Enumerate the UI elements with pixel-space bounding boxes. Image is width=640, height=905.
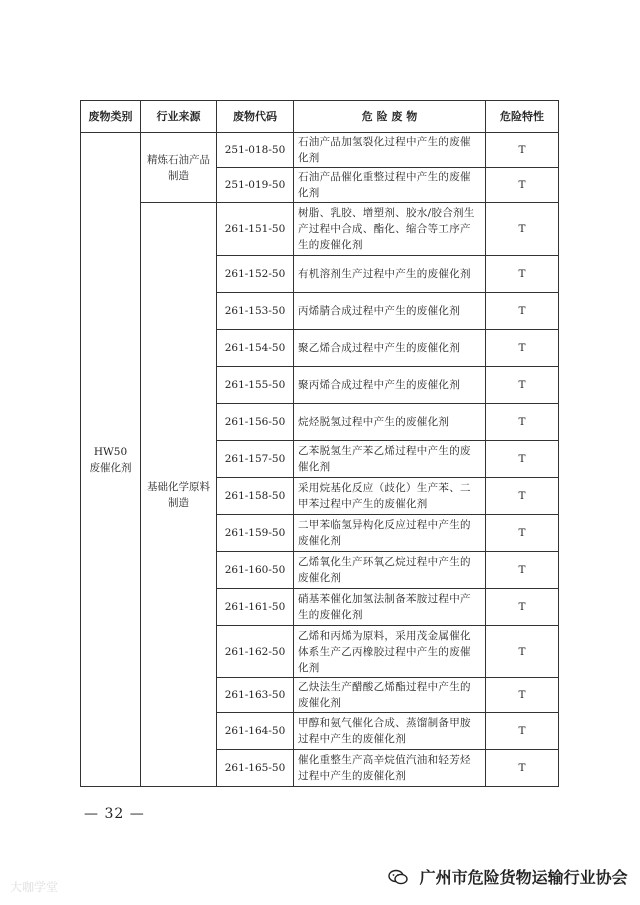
hazard-property-cell: T [486, 552, 559, 589]
waste-code-cell: 261-164-50 [217, 713, 294, 750]
waste-code-cell: 261-162-50 [217, 626, 294, 678]
waste-description-cell: 有机溶剂生产过程中产生的废催化剂 [294, 256, 486, 293]
waste-code-cell: 261-163-50 [217, 678, 294, 713]
hazard-property-cell: T [486, 404, 559, 441]
page-number: — 32 — [84, 806, 145, 822]
industry-source-cell: 精炼石油产品制造 [141, 133, 217, 203]
waste-description-cell: 乙烯和丙烯为原料，采用茂金属催化体系生产乙丙橡胶过程中产生的废催化剂 [294, 626, 486, 678]
watermark-left: 大咖学堂 [10, 880, 59, 894]
hazard-property-cell: T [486, 589, 559, 626]
watermark-right [388, 865, 628, 889]
hazard-property-cell: T [486, 256, 559, 293]
hazard-property-cell: T [486, 203, 559, 256]
waste-code-cell: 261-158-50 [217, 478, 294, 515]
waste-description-cell: 甲醇和氨气催化合成、蒸馏制备甲胺过程中产生的废催化剂 [294, 713, 486, 750]
industry-source-cell: 基础化学原料制造 [141, 203, 217, 787]
waste-description-cell: 石油产品催化重整过程中产生的废催化剂 [294, 168, 486, 203]
waste-code-cell: 261-161-50 [217, 589, 294, 626]
waste-description-cell: 树脂、乳胶、增塑剂、胶水/胶合剂生产过程中合成、酯化、缩合等工序产生的废催化剂 [294, 203, 486, 256]
waste-code-cell: 261-151-50 [217, 203, 294, 256]
waste-code-cell: 261-153-50 [217, 293, 294, 330]
hazard-property-cell: T [486, 713, 559, 750]
waste-description-cell: 聚丙烯合成过程中产生的废催化剂 [294, 367, 486, 404]
header-source: 行业来源 [141, 101, 217, 133]
hazard-property-cell: T [486, 626, 559, 678]
waste-description-cell: 二甲苯临氢异构化反应过程中产生的废催化剂 [294, 515, 486, 552]
hazard-property-cell: T [486, 678, 559, 713]
waste-description-cell: 采用烷基化反应（歧化）生产苯、二甲苯过程中产生的废催化剂 [294, 478, 486, 515]
table-header-row [81, 101, 559, 133]
waste-code-cell: 261-160-50 [217, 552, 294, 589]
watermark-right-text: 广州市危险货物运输行业协会 [419, 868, 628, 887]
waste-description-cell: 硝基苯催化加氢法制备苯胺过程中产生的废催化剂 [294, 589, 486, 626]
waste-description-cell: 乙苯脱氢生产苯乙烯过程中产生的废催化剂 [294, 441, 486, 478]
table-row [81, 203, 559, 256]
header-code: 废物代码 [217, 101, 294, 133]
hazard-property-cell: T [486, 515, 559, 552]
waste-code-cell: 261-155-50 [217, 367, 294, 404]
table-row [81, 133, 559, 168]
waste-code-cell: 261-157-50 [217, 441, 294, 478]
waste-description-cell: 乙炔法生产醋酸乙烯酯过程中产生的废催化剂 [294, 678, 486, 713]
waste-category-cell: HW50 废催化剂 [81, 133, 141, 787]
waste-code-cell: 251-018-50 [217, 133, 294, 168]
hazard-property-cell: T [486, 478, 559, 515]
waste-description-cell: 乙烯氧化生产环氧乙烷过程中产生的废催化剂 [294, 552, 486, 589]
waste-code-cell: 251-019-50 [217, 168, 294, 203]
hazardous-waste-table [80, 100, 559, 787]
hazard-property-cell: T [486, 293, 559, 330]
wechat-icon [388, 869, 408, 889]
waste-description-cell: 石油产品加氢裂化过程中产生的废催化剂 [294, 133, 486, 168]
waste-description-cell: 聚乙烯合成过程中产生的废催化剂 [294, 330, 486, 367]
hazard-property-cell: T [486, 330, 559, 367]
hazard-property-cell: T [486, 133, 559, 168]
header-category: 废物类别 [81, 101, 141, 133]
waste-description-cell: 催化重整生产高辛烷值汽油和轻芳烃过程中产生的废催化剂 [294, 750, 486, 787]
waste-description-cell: 丙烯腈合成过程中产生的废催化剂 [294, 293, 486, 330]
waste-code-cell: 261-156-50 [217, 404, 294, 441]
hazard-property-cell: T [486, 441, 559, 478]
header-hazard: 危险特性 [486, 101, 559, 133]
waste-code-cell: 261-154-50 [217, 330, 294, 367]
waste-code-cell: 261-165-50 [217, 750, 294, 787]
waste-code-cell: 261-159-50 [217, 515, 294, 552]
hazard-property-cell: T [486, 168, 559, 203]
header-description: 危 险 废 物 [294, 101, 486, 133]
waste-description-cell: 烷烃脱氢过程中产生的废催化剂 [294, 404, 486, 441]
hazard-property-cell: T [486, 367, 559, 404]
waste-code-cell: 261-152-50 [217, 256, 294, 293]
hazard-property-cell: T [486, 750, 559, 787]
